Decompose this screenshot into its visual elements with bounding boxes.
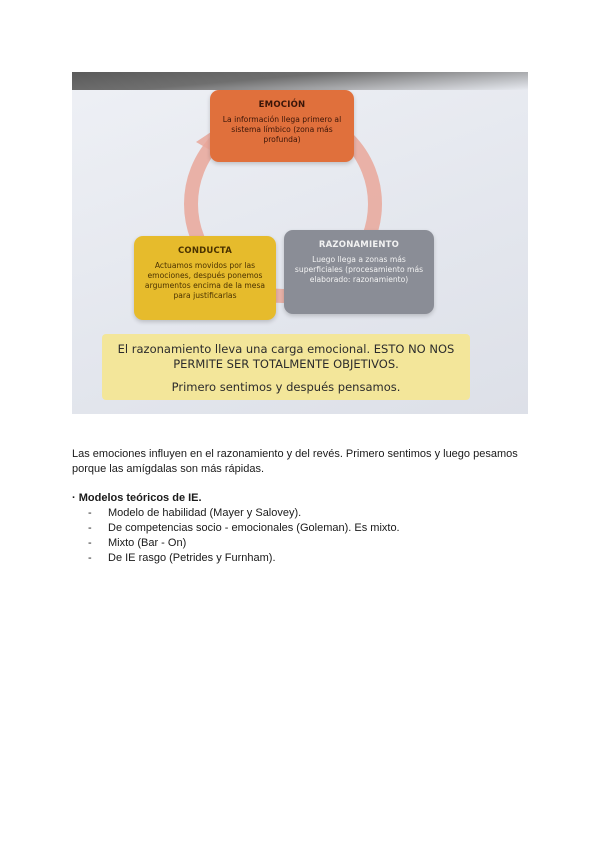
list-item-text: Modelo de habilidad (Mayer y Salovey). <box>108 507 302 519</box>
list-dash: - <box>88 537 92 549</box>
body-paragraph: Las emociones influyen en el razonamiento y del revés. Primero sentimos y luego pesamos porque las amígdalas son más rápidas. <box>72 448 518 475</box>
list-item <box>88 536 400 551</box>
slide-photo <box>72 72 528 414</box>
razonamiento-box <box>284 230 434 314</box>
banner-line-2: PERMITE SER TOTALMENTE OBJETIVOS. <box>173 357 399 371</box>
list-item-text: De competencias socio - emocionales (Goleman). Es mixto. <box>108 522 400 534</box>
list-item-text: Mixto (Bar - On) <box>108 537 187 549</box>
banner-line-3: Primero sentimos y después pensamos. <box>171 380 401 394</box>
emocion-box <box>210 90 354 162</box>
conducta-body: Actuamos movidos por las emociones, después ponemos argumentos encima de la mesa para justificarlas <box>144 261 266 300</box>
razonamiento-body: Luego llega a zonas más superficiales (procesamiento más elaborado: razonamiento) <box>294 255 424 284</box>
list-dash: - <box>88 552 92 564</box>
conclusion-banner <box>102 334 470 400</box>
emocion-title: EMOCIÓN <box>258 100 306 110</box>
conducta-title: CONDUCTA <box>177 246 233 256</box>
emocion-body: La información llega primero al sistema límbico (zona más profunda) <box>222 115 342 144</box>
models-list <box>88 506 400 566</box>
list-item <box>88 521 400 536</box>
list-dash: - <box>88 507 92 519</box>
banner-line-1: El razonamiento lleva una carga emocional. ESTO NO NOS <box>117 342 455 356</box>
list-item <box>88 551 400 566</box>
list-dash: - <box>88 522 92 534</box>
list-item-text: De IE rasgo (Petrides y Furnham). <box>108 552 276 564</box>
list-item <box>88 506 400 521</box>
razonamiento-title: RAZONAMIENTO <box>318 240 400 250</box>
conducta-box <box>134 236 276 320</box>
section-heading: · Modelos teóricos de IE. <box>72 492 202 504</box>
